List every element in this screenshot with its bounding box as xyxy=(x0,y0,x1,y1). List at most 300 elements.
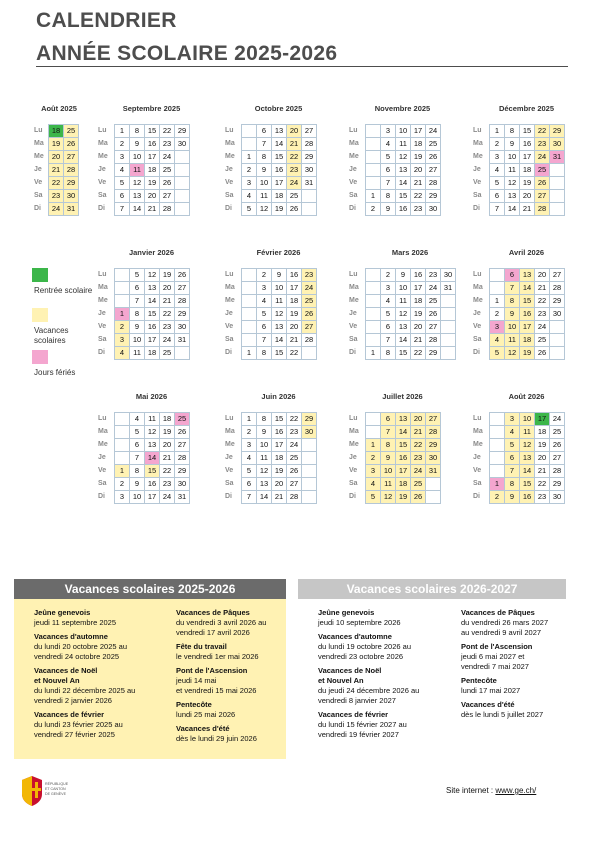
day-label: Sa xyxy=(98,480,107,487)
calendar-day xyxy=(115,269,130,282)
calendar-day xyxy=(242,282,257,295)
calendar-day: 20 xyxy=(287,321,302,334)
calendar-day: 12 xyxy=(381,491,396,504)
calendar-day: 3 xyxy=(366,465,381,478)
day-label: Je xyxy=(225,310,233,317)
calendar-day: 8 xyxy=(505,478,520,491)
calendar-day: 22 xyxy=(49,177,64,190)
vacation-date: du lundi 23 février 2025 au xyxy=(34,720,123,729)
day-label: Ve xyxy=(473,179,482,186)
calendar-day: 27 xyxy=(426,164,441,177)
day-label: Ve xyxy=(34,179,43,186)
calendar-day: 3 xyxy=(115,151,130,164)
calendar-day: 31 xyxy=(175,334,190,347)
panel-2025-2026-column-1 xyxy=(34,608,169,744)
calendar-day: 28 xyxy=(302,334,317,347)
calendar-day: 18 xyxy=(396,478,411,491)
calendar-day: 23 xyxy=(411,203,426,216)
day-label: Ma xyxy=(473,428,483,435)
calendar-day: 20 xyxy=(160,282,175,295)
calendar-day: 31 xyxy=(302,177,317,190)
day-label: Sa xyxy=(34,192,43,199)
calendar-day: 26 xyxy=(550,439,565,452)
day-label: Ma xyxy=(349,140,359,147)
calendar-day: 8 xyxy=(130,465,145,478)
calendar-day: 22 xyxy=(535,478,550,491)
day-label: Je xyxy=(349,310,357,317)
legend-label-start: Rentrée scolaire xyxy=(34,286,93,295)
calendar-day: 14 xyxy=(396,426,411,439)
panel-2026-2027-column-1 xyxy=(318,608,453,744)
calendar-day: 22 xyxy=(160,465,175,478)
day-label: Di xyxy=(98,205,105,212)
day-label: Di xyxy=(225,349,232,356)
calendar-day: 23 xyxy=(160,321,175,334)
day-label: Lu xyxy=(98,415,107,422)
calendar-day xyxy=(441,334,456,347)
calendar-day: 10 xyxy=(396,282,411,295)
day-label: Sa xyxy=(349,192,358,199)
day-label: Ma xyxy=(98,140,108,147)
calendar-day: 22 xyxy=(535,295,550,308)
calendar-day: 9 xyxy=(257,164,272,177)
day-label: Sa xyxy=(225,336,234,343)
calendar-day: 24 xyxy=(550,413,565,426)
calendar-day: 19 xyxy=(160,269,175,282)
calendar-day: 20 xyxy=(272,478,287,491)
calendar-day: 28 xyxy=(426,177,441,190)
calendar-day: 4 xyxy=(115,164,130,177)
calendar-day: 6 xyxy=(505,452,520,465)
calendar-day xyxy=(490,413,505,426)
calendar-day: 18 xyxy=(49,125,64,138)
calendar-day: 7 xyxy=(130,452,145,465)
calendar-day xyxy=(242,321,257,334)
calendar-day: 1 xyxy=(242,347,257,360)
day-label: Ma xyxy=(98,284,108,291)
calendar-day: 25 xyxy=(411,478,426,491)
calendar-day: 12 xyxy=(145,269,160,282)
day-label: Sa xyxy=(98,192,107,199)
calendar-day: 20 xyxy=(160,439,175,452)
calendar-day: 28 xyxy=(550,465,565,478)
calendar-day xyxy=(302,203,317,216)
calendar-day: 3 xyxy=(381,282,396,295)
vacation-entry xyxy=(461,608,566,638)
calendar-day xyxy=(366,164,381,177)
panel-title-2026-2027: Vacances scolaires 2026-2027 xyxy=(298,579,566,599)
month-title: Octobre 2025 xyxy=(254,104,303,113)
calendar-day: 23 xyxy=(535,138,550,151)
calendar-day: 15 xyxy=(145,125,160,138)
calendar-day xyxy=(366,177,381,190)
calendar-day: 1 xyxy=(366,190,381,203)
day-label: Ma xyxy=(349,428,359,435)
vacation-date: du lundi 22 décembre 2025 au xyxy=(34,686,136,695)
geneva-coat-of-arms-icon xyxy=(20,774,80,808)
calendar-day: 6 xyxy=(130,282,145,295)
calendar-day: 24 xyxy=(426,125,441,138)
calendar-day: 18 xyxy=(411,295,426,308)
calendar-day: 21 xyxy=(287,334,302,347)
legend-swatch-vacation xyxy=(32,308,48,322)
day-label: Ma xyxy=(225,428,235,435)
day-label: Di xyxy=(349,205,356,212)
calendar-day: 4 xyxy=(490,164,505,177)
calendar-day: 25 xyxy=(302,295,317,308)
calendar-day: 31 xyxy=(64,203,79,216)
calendar-day: 20 xyxy=(145,190,160,203)
day-label: Lu xyxy=(349,415,358,422)
calendar-day: 11 xyxy=(145,413,160,426)
calendar-day: 15 xyxy=(272,151,287,164)
calendar-day: 30 xyxy=(550,491,565,504)
vacation-date: vendredi 27 février 2025 xyxy=(34,730,115,739)
calendar-day: 27 xyxy=(64,151,79,164)
calendar-day xyxy=(115,426,130,439)
month-grid xyxy=(365,268,456,360)
calendar-day: 25 xyxy=(160,164,175,177)
vacation-date: du vendredi 26 mars 2027 xyxy=(461,618,549,627)
day-label: Sa xyxy=(473,336,482,343)
calendar-day: 17 xyxy=(272,439,287,452)
calendar-day: 23 xyxy=(287,426,302,439)
calendar-day: 6 xyxy=(381,321,396,334)
calendar-day: 25 xyxy=(426,138,441,151)
calendar-day: 7 xyxy=(115,203,130,216)
calendar-day: 27 xyxy=(550,269,565,282)
calendar-day: 23 xyxy=(426,269,441,282)
calendar-day: 24 xyxy=(302,282,317,295)
month-title: Août 2025 xyxy=(41,104,77,113)
calendar-day: 11 xyxy=(505,164,520,177)
month-grid xyxy=(114,268,190,360)
calendar-day: 19 xyxy=(272,465,287,478)
calendar-day: 26 xyxy=(287,203,302,216)
calendar-day: 21 xyxy=(535,282,550,295)
calendar-day: 25 xyxy=(64,125,79,138)
day-label: Lu xyxy=(473,415,482,422)
day-label: Me xyxy=(98,297,108,304)
vacation-name: et Nouvel An xyxy=(318,676,364,685)
calendar-day: 25 xyxy=(287,452,302,465)
day-label: Ma xyxy=(473,284,483,291)
calendar-day: 29 xyxy=(175,125,190,138)
day-label: Sa xyxy=(98,336,107,343)
vacation-name: Pentecôte xyxy=(176,700,212,709)
day-label: Ma xyxy=(473,140,483,147)
day-label: Lu xyxy=(225,271,234,278)
logo-text-3: DE GENÈVE xyxy=(45,792,66,796)
calendar-day: 15 xyxy=(520,295,535,308)
vacation-date: jeudi 14 mai xyxy=(176,676,217,685)
calendar-day: 1 xyxy=(242,413,257,426)
day-label: Di xyxy=(349,349,356,356)
calendar-day: 8 xyxy=(257,347,272,360)
day-label: Sa xyxy=(349,480,358,487)
vacation-date: du jeudi 24 décembre 2026 au xyxy=(318,686,420,695)
calendar-day: 26 xyxy=(160,177,175,190)
calendar-day: 25 xyxy=(535,334,550,347)
calendar-day: 13 xyxy=(520,269,535,282)
calendar-day: 16 xyxy=(287,269,302,282)
calendar-day: 24 xyxy=(160,334,175,347)
vacation-name: Jeûne genevois xyxy=(34,608,91,617)
calendar-day: 29 xyxy=(550,125,565,138)
day-label: Ve xyxy=(225,323,234,330)
calendar-day: 2 xyxy=(381,269,396,282)
calendar-day: 21 xyxy=(160,295,175,308)
calendar-day: 16 xyxy=(520,138,535,151)
calendar-day: 29 xyxy=(302,413,317,426)
calendar-day: 16 xyxy=(145,321,160,334)
calendar-day: 19 xyxy=(49,138,64,151)
calendar-day: 14 xyxy=(130,203,145,216)
calendar-day: 25 xyxy=(550,426,565,439)
vacation-date: lundi 25 mai 2026 xyxy=(176,710,236,719)
vacation-date: du lundi 20 octobre 2025 au xyxy=(34,642,127,651)
calendar-day xyxy=(175,177,190,190)
calendar-day: 15 xyxy=(145,465,160,478)
vacation-date: vendredi 23 octobre 2026 xyxy=(318,652,404,661)
vacation-entry xyxy=(176,700,284,720)
calendar-day: 29 xyxy=(64,177,79,190)
calendar-day: 24 xyxy=(426,282,441,295)
calendar-day: 26 xyxy=(426,151,441,164)
calendar-day: 19 xyxy=(411,308,426,321)
day-label: Di xyxy=(34,205,41,212)
calendar-day: 23 xyxy=(411,452,426,465)
vacation-name: Vacances d'été xyxy=(176,724,230,733)
calendar-day: 13 xyxy=(145,282,160,295)
calendar-day: 7 xyxy=(381,177,396,190)
calendar-day: 3 xyxy=(505,413,520,426)
calendar-day: 14 xyxy=(145,452,160,465)
day-label: Me xyxy=(225,153,235,160)
calendar-day: 24 xyxy=(287,439,302,452)
calendar-day: 3 xyxy=(115,491,130,504)
website-link[interactable]: www.ge.ch/ xyxy=(495,786,537,795)
calendar-day: 22 xyxy=(411,439,426,452)
calendar-day: 1 xyxy=(490,478,505,491)
calendar-day: 27 xyxy=(426,321,441,334)
calendar-day: 8 xyxy=(130,308,145,321)
vacation-name: Vacances d'automne xyxy=(318,632,392,641)
calendar-day: 12 xyxy=(257,203,272,216)
calendar-day: 1 xyxy=(115,465,130,478)
calendar-day: 23 xyxy=(535,491,550,504)
calendar-day: 19 xyxy=(411,151,426,164)
calendar-day: 15 xyxy=(520,478,535,491)
day-label: Me xyxy=(98,441,108,448)
calendar-day: 2 xyxy=(490,308,505,321)
calendar-day: 16 xyxy=(520,308,535,321)
calendar-day: 12 xyxy=(272,308,287,321)
calendar-day: 17 xyxy=(287,282,302,295)
calendar-day xyxy=(366,413,381,426)
calendar-day: 5 xyxy=(242,465,257,478)
month-title: Mai 2026 xyxy=(135,392,168,401)
calendar-day: 23 xyxy=(302,269,317,282)
vacation-entry xyxy=(318,666,453,676)
calendar-day: 14 xyxy=(272,334,287,347)
day-label: Lu xyxy=(98,271,107,278)
calendar-day: 7 xyxy=(257,334,272,347)
calendar-day: 5 xyxy=(505,439,520,452)
calendar-day: 2 xyxy=(490,491,505,504)
calendar-day xyxy=(242,125,257,138)
calendar-day: 15 xyxy=(145,308,160,321)
calendar-day: 8 xyxy=(130,125,145,138)
calendar-day: 22 xyxy=(287,347,302,360)
calendar-day: 2 xyxy=(242,426,257,439)
calendar-day: 3 xyxy=(242,177,257,190)
calendar-day: 11 xyxy=(396,295,411,308)
calendar-day: 2 xyxy=(115,321,130,334)
calendar-day: 26 xyxy=(535,177,550,190)
day-label: Ma xyxy=(225,284,235,291)
month-grid xyxy=(489,124,565,216)
calendar-day: 24 xyxy=(49,203,64,216)
calendar-day: 13 xyxy=(145,439,160,452)
vacation-name: Vacances de Pâques xyxy=(461,608,535,617)
calendar-day xyxy=(441,321,456,334)
day-label: Je xyxy=(349,454,357,461)
calendar-day: 17 xyxy=(145,491,160,504)
month-grid xyxy=(489,268,565,360)
vacation-entry xyxy=(176,642,284,662)
calendar-day: 21 xyxy=(160,452,175,465)
calendar-day: 1 xyxy=(242,151,257,164)
calendar-day: 18 xyxy=(145,164,160,177)
calendar-day: 16 xyxy=(396,203,411,216)
vacation-date: vendredi 2 janvier 2026 xyxy=(34,696,112,705)
day-label: Ma xyxy=(349,284,359,291)
legend-swatch-start xyxy=(32,268,48,282)
calendar-day: 19 xyxy=(272,203,287,216)
calendar-day xyxy=(115,413,130,426)
calendar-day: 27 xyxy=(175,282,190,295)
calendar-day: 6 xyxy=(381,164,396,177)
calendar-day: 1 xyxy=(115,125,130,138)
calendar-day xyxy=(490,452,505,465)
calendar-day: 6 xyxy=(505,269,520,282)
calendar-day: 18 xyxy=(411,138,426,151)
calendar-day xyxy=(366,295,381,308)
calendar-day xyxy=(242,334,257,347)
calendar-day: 26 xyxy=(175,269,190,282)
day-label: Sa xyxy=(473,192,482,199)
vacation-entry xyxy=(34,632,169,662)
day-label: Je xyxy=(473,166,481,173)
calendar-day: 9 xyxy=(130,321,145,334)
vacation-name: Vacances de Noël xyxy=(34,666,98,675)
day-label: Ma xyxy=(225,140,235,147)
calendar-day: 18 xyxy=(160,413,175,426)
calendar-day: 12 xyxy=(257,465,272,478)
calendar-day: 11 xyxy=(505,334,520,347)
calendar-day: 1 xyxy=(490,125,505,138)
calendar-day: 4 xyxy=(242,452,257,465)
vacation-name: Pont de l'Ascension xyxy=(176,666,248,675)
vacation-date: jeudi 11 septembre 2025 xyxy=(34,618,117,627)
vacation-date: du lundi 19 octobre 2026 au xyxy=(318,642,411,651)
calendar-day xyxy=(490,426,505,439)
calendar-day xyxy=(550,321,565,334)
calendar-day: 22 xyxy=(287,151,302,164)
calendar-day: 15 xyxy=(396,347,411,360)
calendar-day: 7 xyxy=(130,295,145,308)
calendar-day: 7 xyxy=(381,334,396,347)
day-label: Me xyxy=(225,297,235,304)
calendar-day: 6 xyxy=(130,439,145,452)
calendar-day: 20 xyxy=(535,452,550,465)
calendar-day: 2 xyxy=(366,203,381,216)
calendar-day: 28 xyxy=(302,138,317,151)
calendar-day: 5 xyxy=(257,308,272,321)
calendar-day: 10 xyxy=(257,439,272,452)
day-label: Je xyxy=(225,166,233,173)
calendar-day: 29 xyxy=(550,478,565,491)
day-label: Je xyxy=(473,310,481,317)
calendar-day: 16 xyxy=(145,138,160,151)
calendar-day: 12 xyxy=(520,439,535,452)
calendar-day: 30 xyxy=(426,452,441,465)
calendar-day: 25 xyxy=(426,295,441,308)
calendar-day: 17 xyxy=(535,413,550,426)
calendar-day: 18 xyxy=(520,164,535,177)
calendar-day: 28 xyxy=(426,426,441,439)
month-grid xyxy=(114,412,190,504)
month-grid xyxy=(241,412,317,504)
calendar-day: 16 xyxy=(272,426,287,439)
day-label: Ve xyxy=(225,179,234,186)
calendar-day: 18 xyxy=(520,334,535,347)
calendar-day xyxy=(175,164,190,177)
calendar-day: 9 xyxy=(272,269,287,282)
page-title-line2: ANNÉE SCOLAIRE 2025-2026 xyxy=(36,42,338,65)
calendar-day xyxy=(302,452,317,465)
calendar-day: 4 xyxy=(366,478,381,491)
calendar-day: 26 xyxy=(426,308,441,321)
calendar-day: 15 xyxy=(520,125,535,138)
calendar-day: 31 xyxy=(550,151,565,164)
calendar-day: 11 xyxy=(381,478,396,491)
calendar-day: 19 xyxy=(160,426,175,439)
calendar-day: 12 xyxy=(396,308,411,321)
vacation-date: vendredi 17 avril 2026 xyxy=(176,628,250,637)
vacation-date: et vendredi 15 mai 2026 xyxy=(176,686,257,695)
calendar-day: 12 xyxy=(396,151,411,164)
vacation-date: dès le lundi 5 juillet 2027 xyxy=(461,710,544,719)
vacation-name: Vacances de Noël xyxy=(318,666,382,675)
legend-swatch-holiday xyxy=(32,350,48,364)
website-line xyxy=(446,786,536,795)
vacation-name: Pentecôte xyxy=(461,676,497,685)
calendar-day: 9 xyxy=(396,269,411,282)
vacation-name: Vacances de février xyxy=(318,710,389,719)
calendar-day: 23 xyxy=(160,478,175,491)
vacation-entry xyxy=(34,666,169,676)
calendar-day: 4 xyxy=(130,413,145,426)
day-label: Je xyxy=(225,454,233,461)
calendar-day: 28 xyxy=(175,452,190,465)
calendar-day: 31 xyxy=(441,282,456,295)
month-title: Mars 2026 xyxy=(391,248,429,257)
calendar-day: 30 xyxy=(175,478,190,491)
calendar-day: 18 xyxy=(535,426,550,439)
calendar-day: 8 xyxy=(505,295,520,308)
